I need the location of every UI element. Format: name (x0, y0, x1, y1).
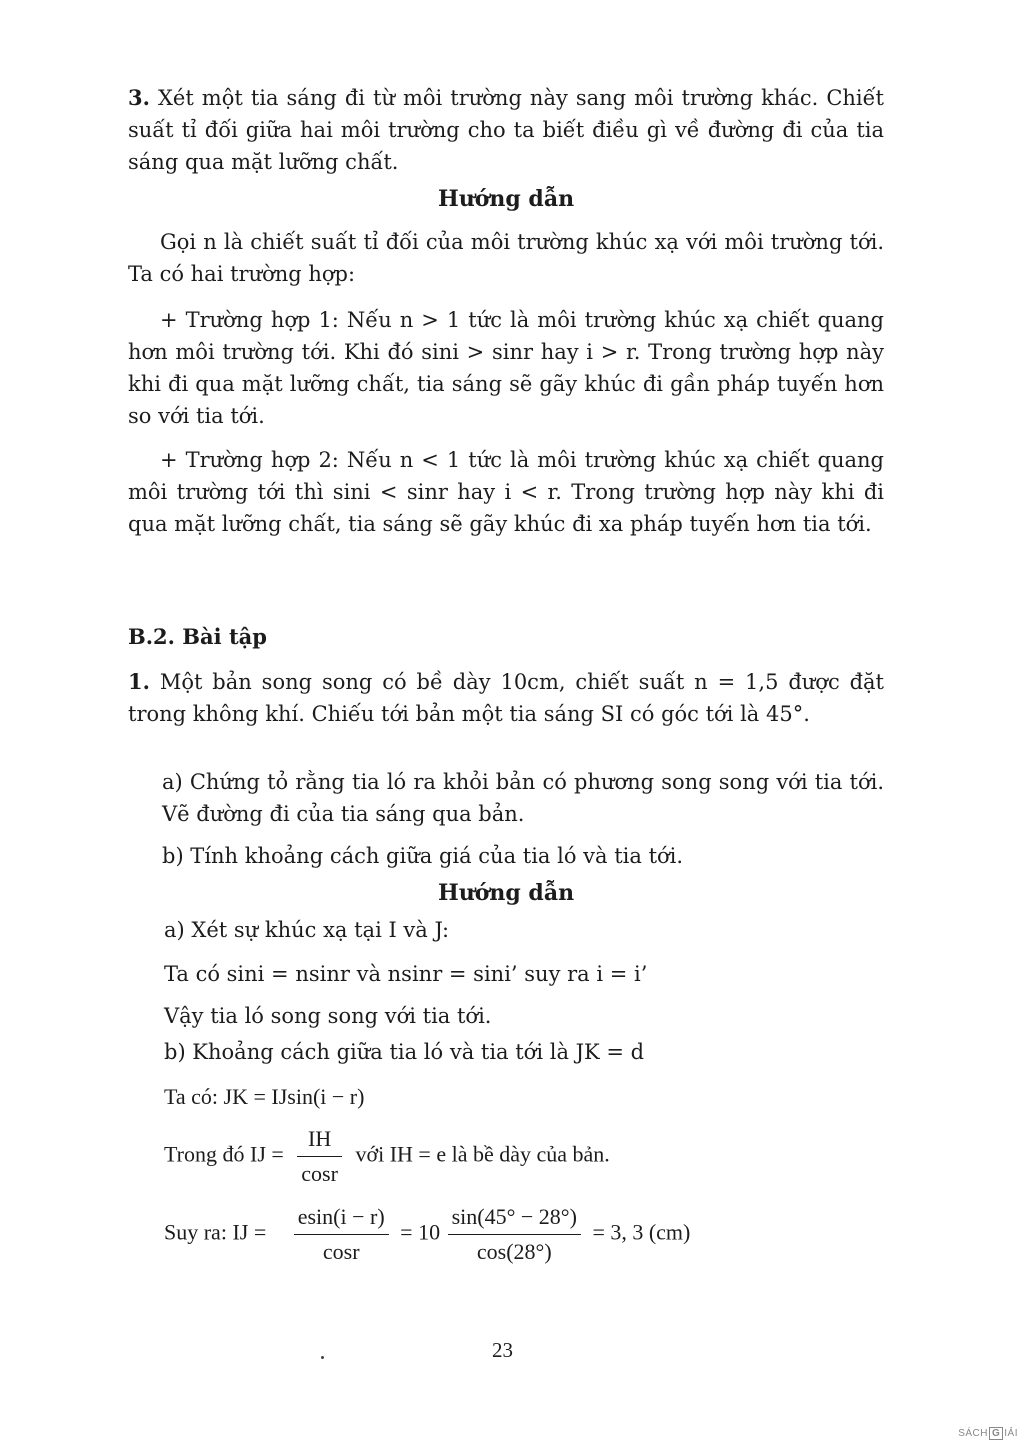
formula-suffix: với IH = e là bề dày của bản. (355, 1141, 610, 1167)
fraction-numerator: esin(i − r) (294, 1204, 389, 1235)
section-title: B.2. Bài tập (128, 624, 267, 649)
formula-prefix: Trong đó IJ = (164, 1141, 284, 1167)
logo-text-left: SÁCH (958, 1428, 988, 1439)
logo-text-right: IẢI (1004, 1428, 1018, 1439)
logo-box: G (989, 1427, 1003, 1440)
formula-ij-definition (164, 1126, 610, 1187)
guide-line-conclusion: Vậy tia ló song song với tia tới. (164, 1004, 492, 1028)
exercise-text: Một bản song song có bề dày 10cm, chiết suất n = 1,5 được đặt trong không khí. Chiếu tới bản một tia sáng SI có góc tới là 45°. (128, 670, 884, 726)
exercise-part-b: b) Tính khoảng cách giữa giá của tia ló và tia tới. (162, 844, 684, 868)
formula-prefix: Suy ra: IJ = (164, 1219, 267, 1245)
guide-heading: Hướng dẫn (437, 186, 575, 212)
guide-line-a: a) Xét sự khúc xạ tại I và J: (164, 918, 450, 942)
question-3 (128, 82, 884, 178)
formula-ij-result (164, 1204, 690, 1265)
site-logo (958, 1427, 1018, 1440)
fraction-numerator: IH (297, 1126, 342, 1157)
formula-equals-coefficient: = 10 (400, 1219, 441, 1245)
page-number: 23 (492, 1338, 513, 1362)
question-text: Xét một tia sáng đi từ môi trường này sang môi trường khác. Chiết suất tỉ đối giữa hai môi trường cho ta biết điều gì về đường đi của tia sáng qua mặt lưỡng chất. (128, 86, 884, 174)
case-1-paragraph: + Trường hợp 1: Nếu n > 1 tức là môi trường khúc xạ chiết quang hơn môi trường tới. Khi đó sini > sinr hay i > r. Trong trường hợp này khi đi qua mặt lưỡng chất, tia sáng sẽ gãy khúc đi gần pháp tuyến hơn so với tia tới. (128, 308, 884, 428)
fraction-numerator: sin(45° − 28°) (448, 1204, 581, 1235)
fraction (294, 1204, 389, 1265)
exercise-1 (128, 666, 884, 730)
fraction-denominator: cosr (322, 1239, 360, 1264)
fraction-denominator: cosr (301, 1161, 338, 1186)
guide-heading: Hướng dẫn (437, 880, 575, 906)
fraction (297, 1126, 342, 1187)
guide-line-b: b) Khoảng cách giữa tia ló và tia tới là JK = d (164, 1040, 645, 1064)
speck (321, 1356, 324, 1359)
guide-paragraph: Gọi n là chiết suất tỉ đối của môi trường khúc xạ với môi trường tới. Ta có hai trường hợp: (128, 230, 884, 286)
fraction (448, 1204, 581, 1265)
fraction-denominator: cos(28°) (476, 1239, 552, 1264)
exercise-part-a: a) Chứng tỏ rằng tia ló ra khỏi bản có phương song song với tia tới. Vẽ đường đi của tia sáng qua bản. (162, 770, 884, 826)
case-2-paragraph: + Trường hợp 2: Nếu n < 1 tức là môi trường khúc xạ chiết quang môi trường tới thì sini < sinr hay i < r. Trong trường hợp này khi đi qua mặt lưỡng chất, tia sáng sẽ gãy khúc đi xa pháp tuyến hơn tia tới. (128, 448, 884, 536)
question-number: 3. (128, 85, 150, 110)
guide-line-sin: Ta có sini = nsinr và nsinr = sini’ suy ra i = i’ (164, 962, 648, 986)
formula-suffix: = 3, 3 (cm) (592, 1219, 691, 1245)
formula-jk: Ta có: JK = IJsin(i − r) (164, 1084, 365, 1109)
exercise-number: 1. (128, 669, 150, 694)
